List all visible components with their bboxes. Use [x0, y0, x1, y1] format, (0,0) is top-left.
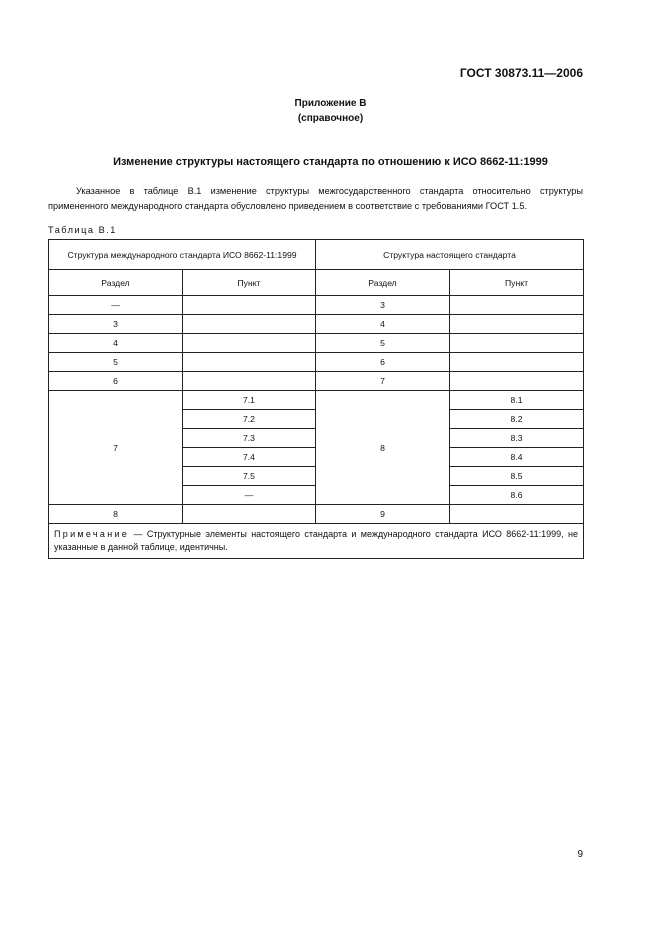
nat-item-cell	[450, 505, 584, 524]
section-heading: Изменение структуры настоящего стандарта по отношению к ИСО 8662-11:1999	[113, 156, 548, 168]
header-nat-section: Раздел	[316, 270, 450, 296]
nat-section-cell: 4	[316, 315, 450, 334]
intl-item-cell	[183, 505, 316, 524]
nat-item-cell	[450, 296, 584, 315]
page-number: 9	[577, 849, 583, 860]
table-group-header-row	[49, 240, 584, 270]
nat-item-cell	[450, 315, 584, 334]
intl-section-cell: 6	[49, 372, 183, 391]
nat-item-cell	[450, 353, 584, 372]
nat-item-cell: 8.3	[450, 429, 584, 448]
nat-item-cell: 8.4	[450, 448, 584, 467]
intl-item-cell	[183, 372, 316, 391]
table-row	[49, 296, 584, 315]
nat-item-cell	[450, 334, 584, 353]
header-nat-item: Пункт	[450, 270, 584, 296]
nat-section-cell: 8	[316, 391, 450, 505]
header-international: Структура международного стандарта ИСО 8662-11:1999	[49, 240, 316, 270]
table-row	[49, 334, 584, 353]
intl-item-cell	[183, 315, 316, 334]
note-label: Примечание	[54, 529, 130, 539]
header-national: Структура настоящего стандарта	[316, 240, 584, 270]
appendix-title: Приложение В	[294, 98, 367, 109]
table-note-row	[49, 524, 584, 559]
nat-item-cell	[450, 372, 584, 391]
table-column-header-row	[49, 270, 584, 296]
intl-section-cell: 5	[49, 353, 183, 372]
intl-item-cell: 7.5	[183, 467, 316, 486]
structure-table	[48, 239, 584, 559]
table-row	[49, 353, 584, 372]
intl-item-cell	[183, 353, 316, 372]
table-note	[49, 524, 584, 559]
header-intl-item: Пункт	[183, 270, 316, 296]
nat-item-cell: 8.1	[450, 391, 584, 410]
intl-item-cell: —	[183, 486, 316, 505]
intl-section-cell: 4	[49, 334, 183, 353]
intl-item-cell: 7.3	[183, 429, 316, 448]
intro-paragraph: Указанное в таблице В.1 изменение структуры межгосударственного стандарта относительно структуры примененного международного стандарта обусловлено приведением в соответствие с требованиями ГОСТ 1.5.	[48, 186, 583, 211]
intl-section-cell: 8	[49, 505, 183, 524]
note-text: — Структурные элементы настоящего стандарта и международного стандарта ИСО 8662-11:1999, не указанные в данной таблице, идентичны.	[54, 529, 579, 552]
appendix-heading	[0, 96, 661, 126]
table-row	[49, 505, 584, 524]
document-code: ГОСТ 30873.11—2006	[459, 66, 583, 80]
intl-item-cell: 7.4	[183, 448, 316, 467]
nat-item-cell: 8.6	[450, 486, 584, 505]
nat-section-cell: 5	[316, 334, 450, 353]
table-row	[49, 391, 584, 410]
table-row	[49, 372, 584, 391]
intl-item-cell: 7.2	[183, 410, 316, 429]
appendix-subtitle: (справочное)	[297, 113, 364, 124]
intl-section-cell: —	[49, 296, 183, 315]
structure-table-body	[49, 240, 584, 559]
nat-section-cell: 9	[316, 505, 450, 524]
intl-item-cell	[183, 296, 316, 315]
nat-section-cell: 3	[316, 296, 450, 315]
nat-section-cell: 6	[316, 353, 450, 372]
table-row	[49, 315, 584, 334]
nat-item-cell: 8.2	[450, 410, 584, 429]
intl-item-cell: 7.1	[183, 391, 316, 410]
nat-item-cell: 8.5	[450, 467, 584, 486]
header-intl-section: Раздел	[49, 270, 183, 296]
intl-section-cell: 7	[49, 391, 183, 505]
intl-item-cell	[183, 334, 316, 353]
table-caption: Таблица В.1	[48, 225, 117, 235]
nat-section-cell: 7	[316, 372, 450, 391]
intl-section-cell: 3	[49, 315, 183, 334]
